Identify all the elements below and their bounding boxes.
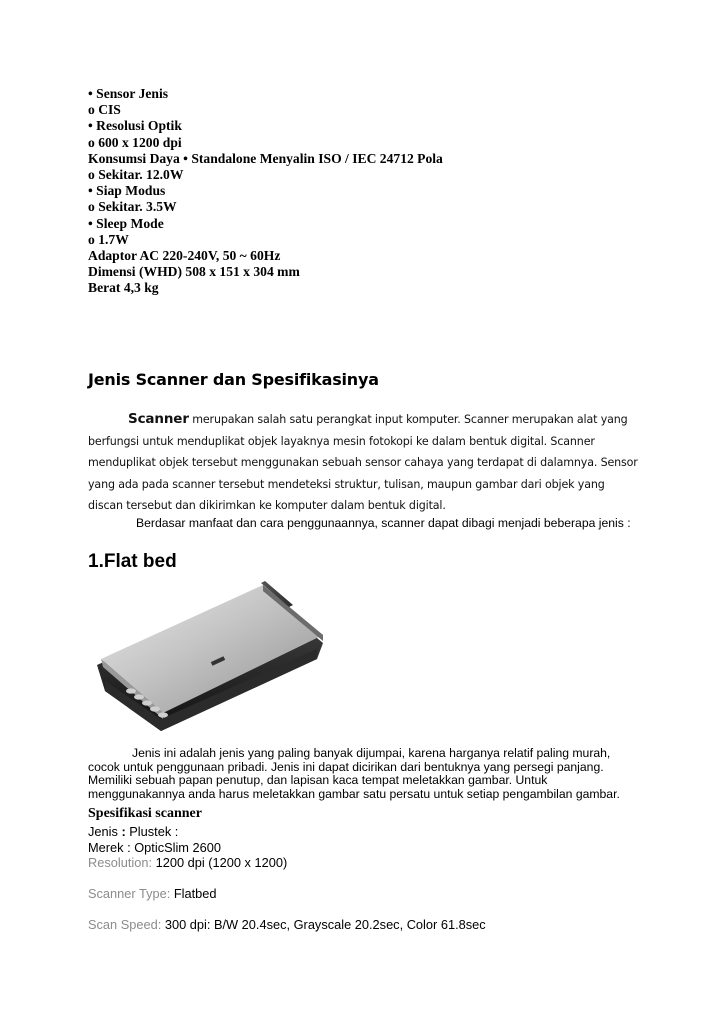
scan-speed-value: 300 dpi: B/W 20.4sec, Grayscale 20.2sec, Color 61.8sec [161, 917, 486, 932]
flatbed-description [88, 747, 648, 801]
desc-line: Jenis ini adalah jenis yang paling banyak dijumpai, karena harganya relatif paling murah, [132, 746, 611, 760]
desc-line: Memiliki sebuah papan penutup, dan lapisan kaca tempat meletakkan gambar. Untuk [88, 773, 548, 788]
section-title: Jenis Scanner dan Spesifikasinya [88, 370, 379, 389]
scanner-type-row [88, 886, 217, 901]
intro-line: menduplikat objek tersebut menggunakan sebuah sensor cahaya yang terdapat di dalamnya. Sensor [88, 456, 638, 469]
scanner-type-value: Flatbed [170, 886, 217, 901]
spec-line: Dimensi (WHD) 508 x 151 x 304 mm [88, 264, 300, 280]
spec-line: o CIS [88, 102, 121, 118]
spec-list-top [88, 86, 648, 297]
intro-line: berfungsi untuk menduplikat objek layaknya mesin fotokopi ke dalam bentuk digital. Scanner [88, 434, 595, 448]
flatbed-heading: 1.Flat bed [88, 551, 177, 572]
desc-line: cocok untuk penggunaan pribadi. Jenis ini dapat dicirikan dari bentuknya yang persegi panjang. [88, 759, 604, 774]
resolution-label: Resolution: [88, 855, 153, 870]
spec-line: o 600 x 1200 dpi [88, 134, 182, 150]
spec-line: Berat 4,3 kg [88, 280, 159, 296]
jenis-colon: : [121, 824, 126, 839]
scanner-type-label: Scanner Type: [88, 886, 171, 901]
intro-paragraph [88, 409, 648, 517]
jenis-row [88, 824, 178, 839]
scanner-keyword: Scanner [128, 411, 189, 427]
spec-line: o Sekitar. 12.0W [88, 167, 184, 183]
scan-speed-label: Scan Speed: [88, 917, 162, 932]
spec-line: • Sleep Mode [88, 215, 164, 231]
spec-line: • Resolusi Optik [88, 118, 182, 134]
spec-line: Konsumsi Daya • Standalone Menyalin ISO / IEC 24712 Pola [88, 150, 443, 166]
intro-line: discan tersebut dan dikirimkan ke komputer dalam bentuk digital. [88, 499, 446, 512]
flatbed-scanner-image [91, 573, 327, 739]
spec-title: Spesifikasi scanner [88, 806, 202, 821]
classification-sentence: Berdasar manfaat dan cara penggunaannya, scanner dapat dibagi menjadi beberapa jenis : [136, 516, 631, 530]
intro-line-rest: merupakan salah satu perangkat input komputer. Scanner merupakan alat yang [188, 413, 628, 426]
scan-speed-row [88, 917, 486, 932]
spec-line: Adaptor AC 220-240V, 50 ~ 60Hz [88, 248, 281, 264]
merek-row: Merek : OpticSlim 2600 [88, 840, 221, 855]
spec-line: • Siap Modus [88, 183, 166, 199]
spec-line: • Sensor Jenis [88, 86, 169, 101]
desc-line: menggunakannya anda harus meletakkan gambar satu persatu untuk setiap pengambilan gambar. [88, 786, 620, 801]
spec-line: o 1.7W [88, 231, 129, 247]
resolution-value: 1200 dpi (1200 x 1200) [152, 855, 288, 870]
intro-line [88, 409, 648, 431]
intro-line: yang ada pada scanner tersebut mendeteksi struktur, tulisan, maupun gambar dari objek yang [88, 477, 605, 491]
jenis-value: Plustek : [125, 824, 179, 839]
resolution-row [88, 855, 287, 870]
spec-line: o Sekitar. 3.5W [88, 199, 177, 215]
jenis-label: Jenis [88, 824, 122, 839]
